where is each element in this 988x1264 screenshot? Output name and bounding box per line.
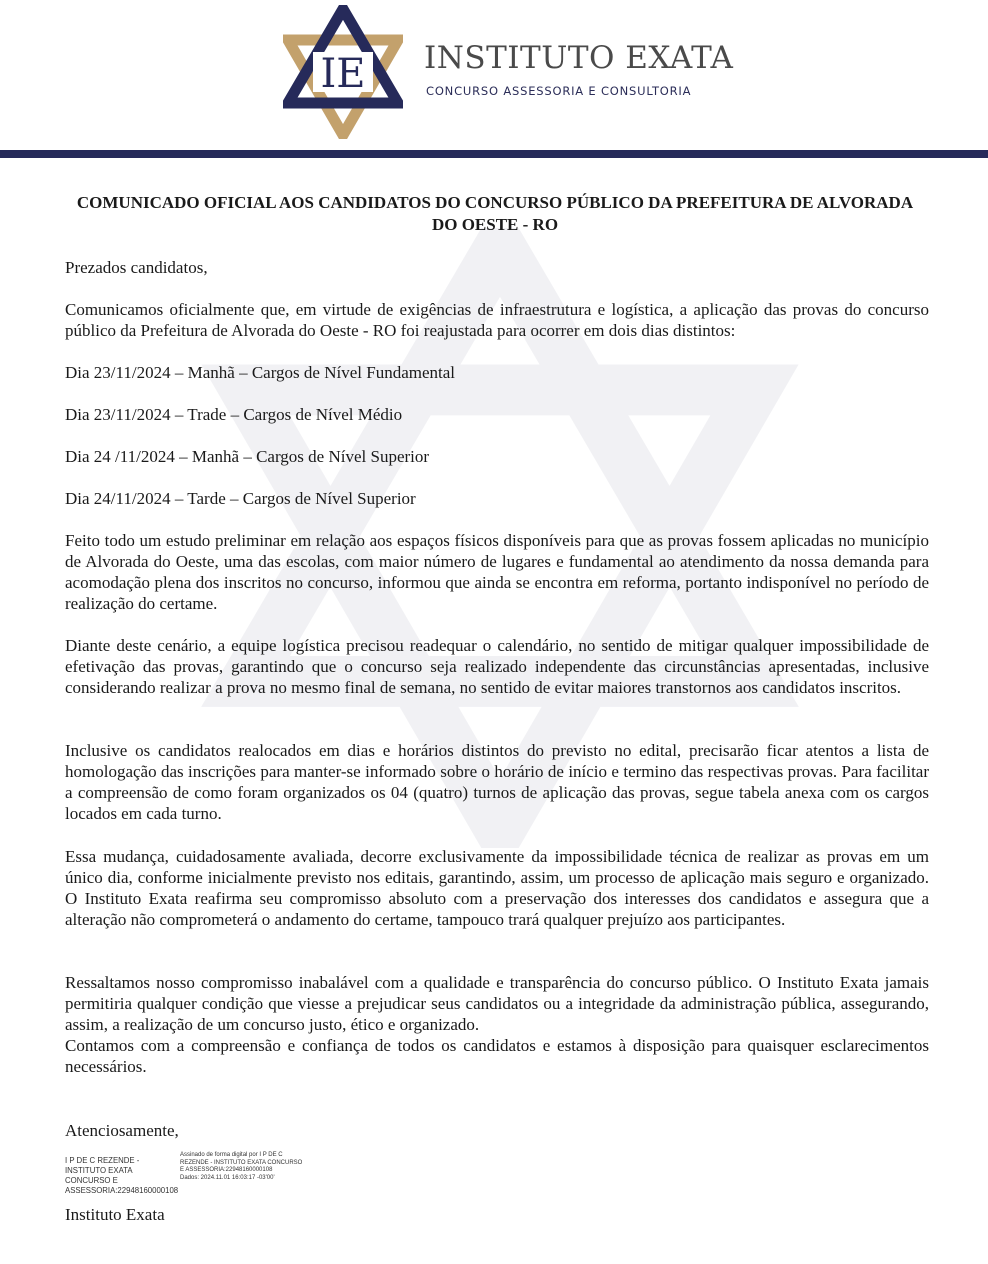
schedule-item: Dia 23/11/2024 – Trade – Cargos de Nível Médio [65, 405, 403, 424]
letterhead [0, 0, 988, 160]
org-name: INSTITUTO EXATA [424, 40, 734, 76]
intro-paragraph: Comunicamos oficialmente que, em virtude de exigências de infraestrutura e logística, a aplicação das provas do concurso público da Prefeitura de Alvorada do Oeste - RO foi reajustada para ocorrer em dois dias distintos: [65, 300, 929, 340]
body-paragraph: Inclusive os candidatos realocados em dias e horários distintos do previsto no edital, precisarão ficar atentos a lista de homologação das inscrições para manter-se informado sobre o horário de início e termino das respectivas provas. Para facilitar a compreensão de como foram organizados os 04 (quatro) turnos de aplicação das provas, segue tabela anexa com os cargos locados em cada turno. [65, 741, 929, 823]
digital-signature-date: Dados: 2024.11.01 16:03:17 -03'00' [180, 1174, 275, 1181]
closing-line: Atenciosamente, [65, 1121, 179, 1140]
schedule-item: Dia 24 /11/2024 – Manhã – Cargos de Nível Superior [65, 447, 430, 466]
schedule-item: Dia 23/11/2024 – Manhã – Cargos de Nível Fundamental [65, 363, 455, 382]
logo-letters: IE [320, 51, 366, 97]
header-divider-bar [0, 150, 988, 158]
document-title: COMUNICADO OFICIAL AOS CANDIDATOS DO CONCURSO PÚBLICO DA PREFEITURA DE ALVORADA DO OESTE - RO [76, 193, 914, 234]
greeting: Prezados candidatos, [65, 258, 208, 277]
signatory-name: Instituto Exata [65, 1205, 165, 1224]
star-logo-icon [283, 5, 403, 139]
digital-signature-details [180, 1152, 305, 1182]
digital-signature-signed-by: Assinado de forma digital por I P DE C REZENDE - INSTITUTO EXATA CONCURSO E ASSESSORIA:22948160000108 [180, 1152, 303, 1174]
body-paragraph: Ressaltamos nosso compromisso inabalável com a qualidade e transparência do concurso público. O Instituto Exata jamais permitiria qualquer condição que viesse a prejudicar seus candidatos ou a integridade da administração pública, assegurando, assim, a realização de um concurso justo, ético e organizado. [65, 973, 929, 1034]
body-paragraph: Essa mudança, cuidadosamente avaliada, decorre exclusivamente da impossibilidade técnica de realizar as provas em um único dia, conforme inicialmente previsto nos editais, garantindo, assim, um processo de aplicação mais seguro e organizado. O Instituto Exata reafirma seu compromisso absoluto com a preservação dos interesses dos candidatos e assegura que a alteração não comprometerá o andamento do certame, tampouco trará qualquer prejuízo aos participantes. [65, 847, 929, 929]
org-tagline: CONCURSO ASSESSORIA E CONSULTORIA [426, 84, 692, 98]
body-paragraph: Diante deste cenário, a equipe logística precisou readequar o calendário, no sentido de mitigar qualquer impossibilidade de efetivação das provas, garantindo que o concurso seja realizado independente das circunstâncias apresentadas, inclusive considerando realizar a prova no mesmo final de semana, no sentido de evitar maiores transtornos aos candidatos inscritos. [65, 636, 929, 697]
body-paragraph: Contamos com a compreensão e confiança de todos os candidatos e estamos à disposição para quaisquer esclarecimentos necessários. [65, 1036, 929, 1076]
schedule-item: Dia 24/11/2024 – Tarde – Cargos de Nível Superior [65, 489, 416, 508]
body-paragraph: Feito todo um estudo preliminar em relação aos espaços físicos disponíveis para que as provas fossem aplicadas no município de Alvorada do Oeste, uma das escolas, com maior número de lugares e fundamental ao atendimento da nossa demanda para acomodação plena dos inscritos no concurso, informou que ainda se encontra em reforma, portanto indisponível no período de realização do certame. [65, 531, 929, 613]
digital-signature-name: I P DE C REZENDE - INSTITUTO EXATA CONCURSO E ASSESSORIA:22948160000108 [65, 1156, 179, 1195]
